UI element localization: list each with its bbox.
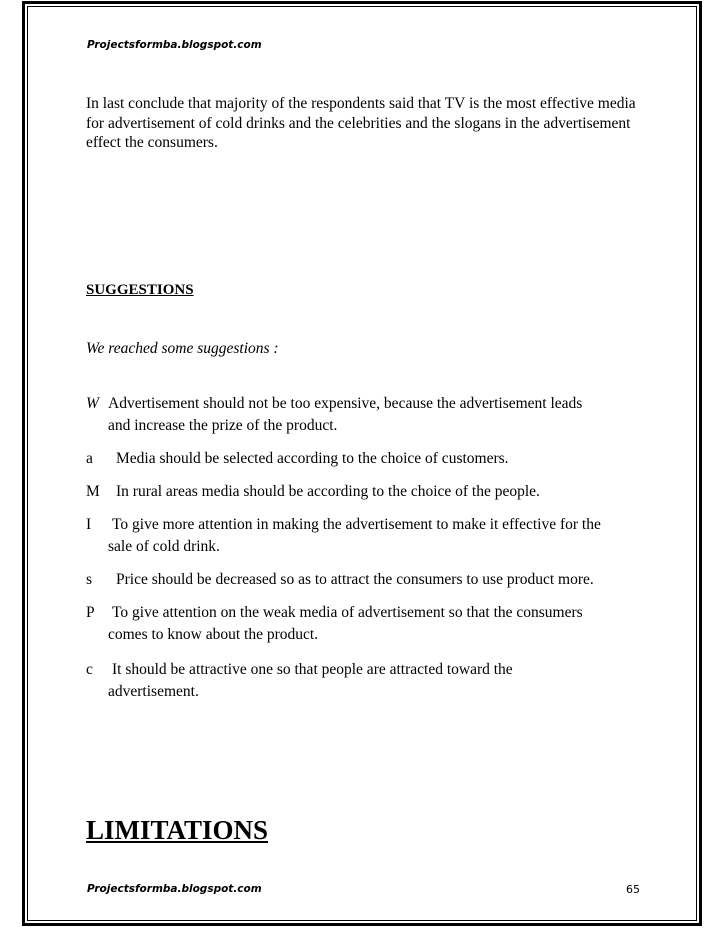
suggestion-text: Advertisement should not be too expensive, because the advertisement leads [108,395,583,412]
suggestion-bullet: I [86,516,92,533]
page-number: 65 [626,883,640,896]
suggestion-text: It should be attractive one so that people are attracted toward the [112,661,513,678]
suggestion-text: To give more attention in making the advertisement to make it effective for the [112,516,601,533]
limitations-heading: LIMITATIONS [86,815,269,845]
suggestion-text-cont: sale of cold drink. [108,538,220,555]
page-footer: Projectsformba.blogspot.com [87,883,262,895]
suggestion-text-cont: comes to know about the product. [108,626,319,643]
suggestion-item [86,569,594,591]
suggestion-item [86,448,509,470]
suggestion-bullet: a [86,450,93,467]
suggestion-bullet: c [86,661,93,678]
suggestion-item [86,659,513,703]
suggestion-bullet: P [86,604,95,621]
suggestion-item [86,602,583,646]
suggestion-item [86,514,601,558]
suggestion-bullet: W [86,395,99,412]
suggestion-text: To give attention on the weak media of advertisement so that the consumers [112,604,583,621]
suggestion-text: In rural areas media should be according to the choice of the people. [116,483,540,500]
page-header: Projectsformba.blogspot.com [87,39,262,51]
suggestion-text: Price should be decreased so as to attract the consumers to use product more. [116,571,594,588]
suggestion-text-cont: advertisement. [108,683,199,700]
suggestion-bullet: M [86,483,100,500]
suggestions-heading: SUGGESTIONS [86,282,194,298]
suggestion-item [86,393,582,437]
suggestion-text: Media should be selected according to the choice of customers. [116,450,509,467]
suggestion-item [86,481,540,503]
suggestion-text-cont: and increase the prize of the product. [108,417,338,434]
conclusion-paragraph: In last conclude that majority of the respondents said that TV is the most effective media for advertisement of cold drinks and the celebrities and the slogans in the advertisement effect the consumers. [86,95,636,151]
suggestion-bullet: s [86,571,93,588]
suggestions-intro: We reached some suggestions : [86,340,279,357]
